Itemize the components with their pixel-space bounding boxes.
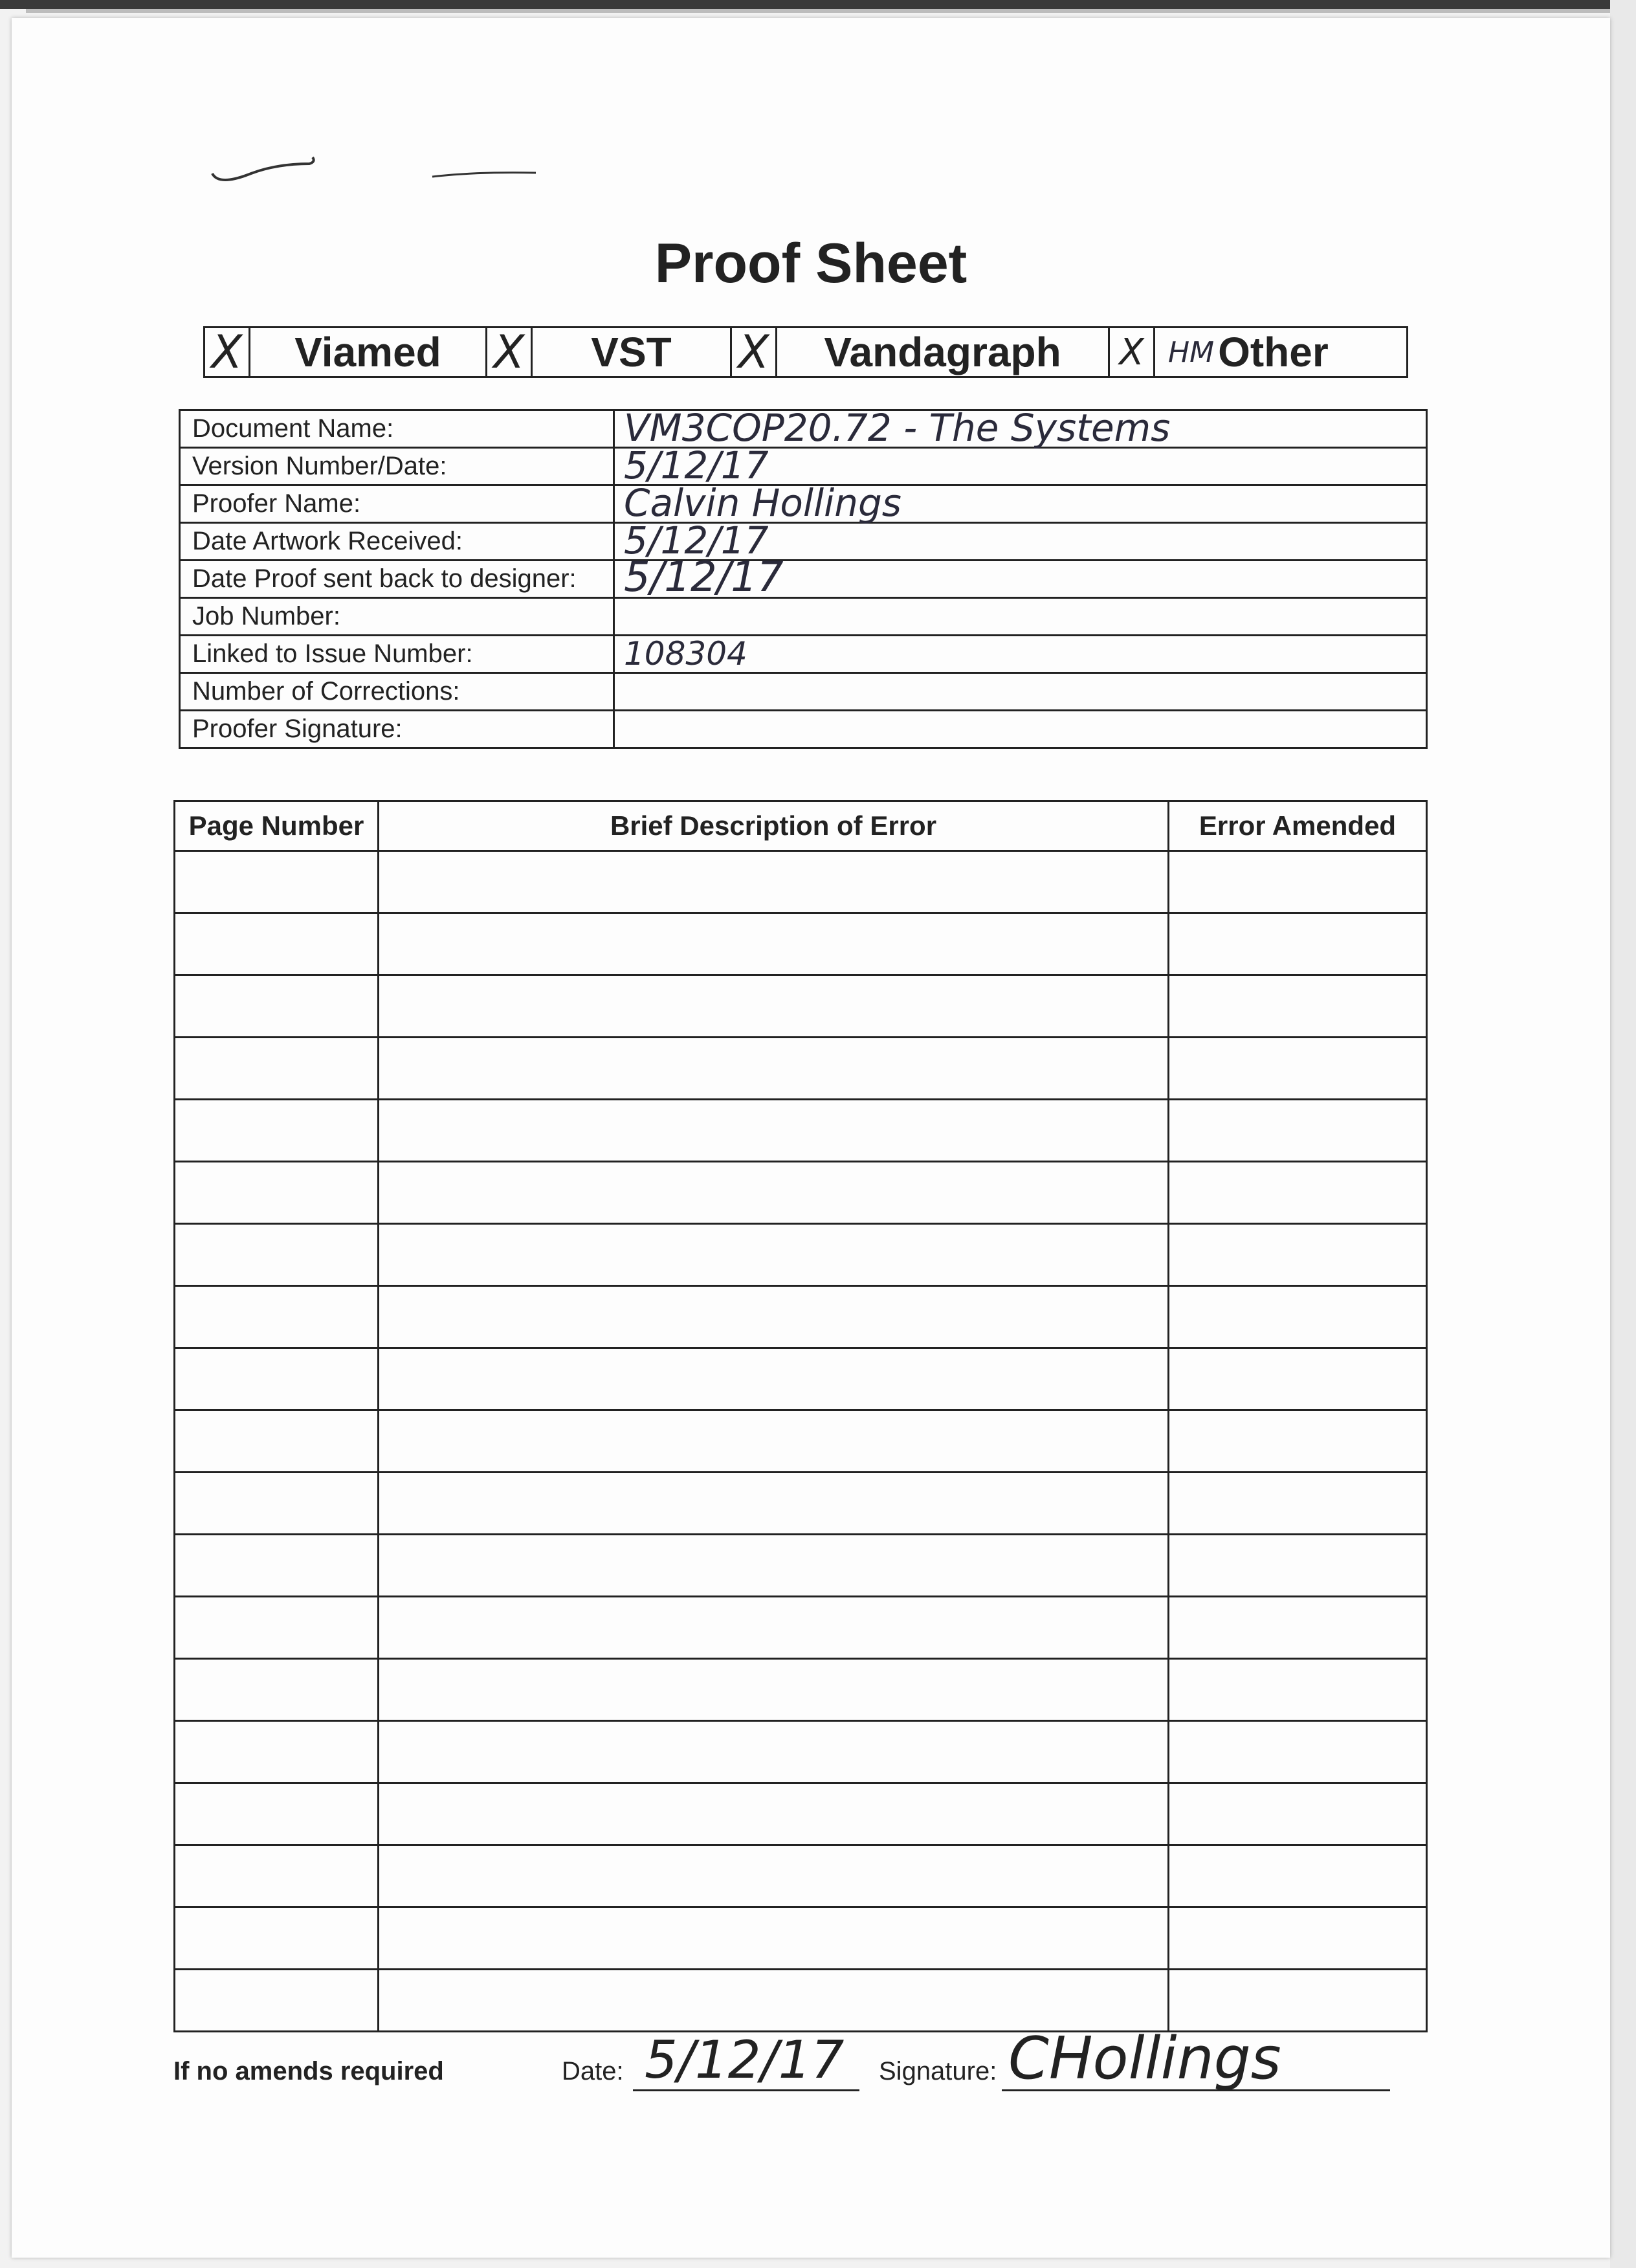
pen-mark-dash [426, 164, 542, 183]
info-row-job-number [180, 598, 1427, 636]
amended-cell[interactable] [1169, 1224, 1427, 1286]
handwritten-value: 5/12/17 [624, 553, 784, 601]
checkbox-viamed[interactable]: X [205, 328, 250, 376]
error-row [175, 975, 1427, 1038]
description-cell[interactable] [379, 1907, 1169, 1970]
info-label: Date Artwork Received: [180, 523, 614, 561]
page-number-cell[interactable] [175, 1721, 379, 1783]
handwritten-value: VM3COP20.72 - The Systems [624, 406, 1171, 450]
page-number-cell[interactable] [175, 1038, 379, 1100]
info-row-date-proof-sent [180, 561, 1427, 598]
info-value-field[interactable] [614, 673, 1427, 711]
pen-mark-squiggle [199, 141, 329, 193]
error-row [175, 1783, 1427, 1845]
amended-cell[interactable] [1169, 1721, 1427, 1783]
info-value-field[interactable] [614, 481, 1427, 525]
page-number-cell[interactable] [175, 1597, 379, 1659]
description-cell[interactable] [379, 1348, 1169, 1410]
amended-cell[interactable] [1169, 1410, 1427, 1473]
description-cell[interactable] [379, 1100, 1169, 1162]
description-cell[interactable] [379, 1659, 1169, 1721]
amended-cell[interactable] [1169, 1038, 1427, 1100]
handwritten-initials: HM [1168, 335, 1215, 369]
scan-right-edge [1610, 0, 1636, 2268]
amended-cell[interactable] [1169, 1348, 1427, 1410]
proof-sheet-page [12, 18, 1610, 2258]
error-row [175, 1162, 1427, 1224]
amended-cell[interactable] [1169, 1907, 1427, 1970]
scan-top-edge [0, 0, 1636, 9]
description-cell[interactable] [379, 1970, 1169, 2032]
description-cell[interactable] [379, 913, 1169, 975]
info-row-version [180, 448, 1427, 485]
page-title: Proof Sheet [654, 232, 967, 295]
info-row-corrections [180, 673, 1427, 711]
info-label: Proofer Name: [180, 485, 614, 523]
page-number-cell[interactable] [175, 1224, 379, 1286]
amended-cell[interactable] [1169, 1100, 1427, 1162]
error-row [175, 1721, 1427, 1783]
page-number-cell[interactable] [175, 1783, 379, 1845]
signature-handwritten[interactable]: CHollings [1008, 2025, 1281, 2093]
handwritten-value: Calvin Hollings [624, 481, 902, 525]
description-cell[interactable] [379, 975, 1169, 1038]
handwritten-value: 108304 [624, 635, 747, 673]
document-info-table [179, 406, 1428, 749]
error-log-table [173, 800, 1428, 2032]
info-value-field[interactable] [614, 553, 1427, 601]
info-row-document-name [180, 410, 1427, 448]
page-number-cell[interactable] [175, 1970, 379, 2032]
description-cell[interactable] [379, 1721, 1169, 1783]
header-error-description: Brief Description of Error [379, 801, 1169, 851]
page-number-cell[interactable] [175, 1348, 379, 1410]
info-row-date-artwork [180, 523, 1427, 561]
info-label: Document Name: [180, 410, 614, 448]
error-row [175, 1286, 1427, 1348]
amended-cell[interactable] [1169, 1473, 1427, 1535]
publisher-label-vandagraph: Vandagraph [777, 328, 1110, 376]
info-row-proofer-name [180, 485, 1427, 523]
info-row-issue-number [180, 636, 1427, 673]
error-row [175, 1597, 1427, 1659]
error-row [175, 1473, 1427, 1535]
handwritten-value: 5/12/17 [624, 518, 769, 562]
amended-cell[interactable] [1169, 975, 1427, 1038]
description-cell[interactable] [379, 1473, 1169, 1535]
amended-cell[interactable] [1169, 1845, 1427, 1907]
description-cell[interactable] [379, 1038, 1169, 1100]
error-row [175, 913, 1427, 975]
description-cell[interactable] [379, 1162, 1169, 1224]
no-amends-label: If no amends required [173, 2057, 444, 2085]
checkbox-vandagraph[interactable]: X [732, 328, 777, 376]
page-number-cell[interactable] [175, 1845, 379, 1907]
description-cell[interactable] [379, 1845, 1169, 1907]
info-label: Number of Corrections: [180, 673, 614, 711]
date-handwritten[interactable]: 5/12/17 [645, 2030, 845, 2090]
header-page-number: Page Number [175, 801, 379, 851]
page-number-cell[interactable] [175, 1659, 379, 1721]
page-number-cell[interactable] [175, 975, 379, 1038]
info-label: Version Number/Date: [180, 448, 614, 485]
amended-cell[interactable] [1169, 1597, 1427, 1659]
description-cell[interactable] [379, 1410, 1169, 1473]
description-cell[interactable] [379, 1597, 1169, 1659]
page-number-cell[interactable] [175, 1907, 379, 1970]
page-number-cell[interactable] [175, 1410, 379, 1473]
error-row [175, 1659, 1427, 1721]
publisher-label-viamed: Viamed [250, 328, 487, 376]
error-row [175, 1100, 1427, 1162]
error-row [175, 1038, 1427, 1100]
checkbox-other[interactable]: X [1110, 328, 1155, 376]
signature-label: Signature: [879, 2057, 997, 2085]
date-label: Date: [562, 2057, 624, 2085]
error-row [175, 1907, 1427, 1970]
description-cell[interactable] [379, 1286, 1169, 1348]
info-value-field[interactable] [614, 598, 1427, 636]
amended-cell[interactable] [1169, 851, 1427, 913]
error-row [175, 1348, 1427, 1410]
page-number-cell[interactable] [175, 913, 379, 975]
error-table-header [175, 801, 1427, 851]
publisher-label-vst: VST [533, 328, 732, 376]
amended-cell[interactable] [1169, 1659, 1427, 1721]
info-label: Date Proof sent back to designer: [180, 561, 614, 598]
page-number-cell[interactable] [175, 1473, 379, 1535]
page-number-cell[interactable] [175, 1535, 379, 1597]
description-cell[interactable] [379, 1783, 1169, 1845]
info-value-field[interactable] [614, 443, 1427, 487]
info-row-proofer-signature [180, 711, 1427, 748]
error-row [175, 1535, 1427, 1597]
info-label: Job Number: [180, 598, 614, 636]
description-cell[interactable] [379, 851, 1169, 913]
page-number-cell[interactable] [175, 1100, 379, 1162]
scan-page-edge [26, 9, 1618, 13]
error-row [175, 1224, 1427, 1286]
page-number-cell[interactable] [175, 1286, 379, 1348]
error-row [175, 851, 1427, 913]
info-value-field[interactable] [614, 636, 1427, 673]
error-row [175, 1845, 1427, 1907]
error-row [175, 1410, 1427, 1473]
error-row [175, 1970, 1427, 2032]
publisher-selection-row [203, 326, 1408, 378]
checkbox-vst[interactable]: X [487, 328, 533, 376]
publisher-label-other: HM Other [1168, 329, 1329, 375]
page-number-cell[interactable] [175, 1162, 379, 1224]
amended-cell[interactable] [1169, 1286, 1427, 1348]
amended-cell[interactable] [1169, 1783, 1427, 1845]
info-label: Proofer Signature: [180, 711, 614, 748]
page-number-cell[interactable] [175, 851, 379, 913]
info-label: Linked to Issue Number: [180, 636, 614, 673]
handwritten-value: 5/12/17 [624, 443, 769, 487]
info-value-field[interactable] [614, 406, 1427, 450]
amended-cell[interactable] [1169, 913, 1427, 975]
description-cell[interactable] [379, 1224, 1169, 1286]
amended-cell[interactable] [1169, 1535, 1427, 1597]
amended-cell[interactable] [1169, 1162, 1427, 1224]
amended-cell[interactable] [1169, 1970, 1427, 2032]
description-cell[interactable] [379, 1535, 1169, 1597]
header-error-amended: Error Amended [1169, 801, 1427, 851]
info-value-field[interactable] [614, 711, 1427, 748]
